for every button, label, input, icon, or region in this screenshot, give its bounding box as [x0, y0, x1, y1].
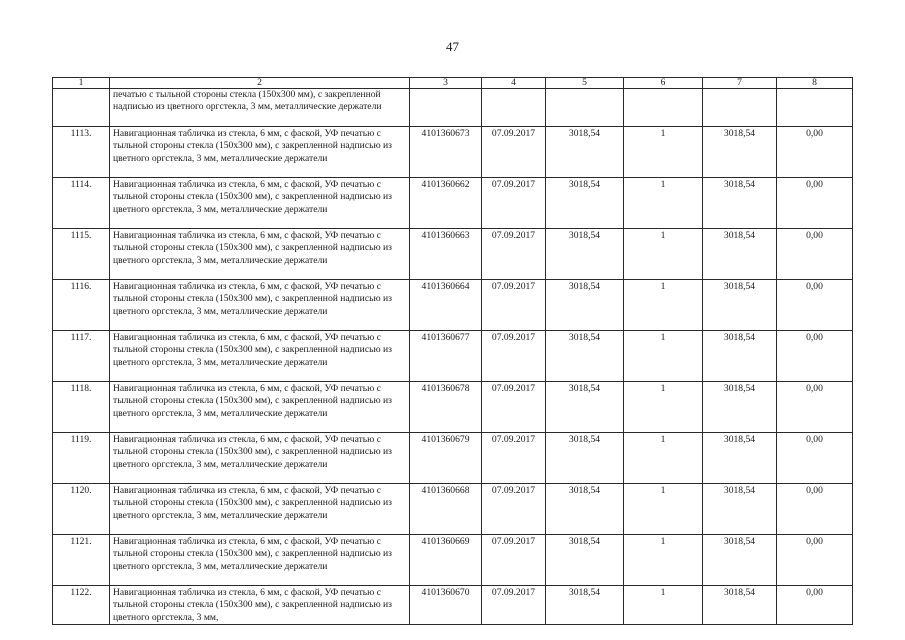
residual-value-cell: 0,00	[777, 331, 853, 382]
sum-cell: 3018,54	[703, 484, 777, 535]
inventory-number-cell: 4101360670	[410, 586, 482, 625]
date-cell: 07.09.2017	[482, 127, 546, 178]
column-header: 7	[703, 78, 777, 89]
quantity-cell: 1	[624, 484, 703, 535]
row-number-cell: 1119.	[53, 433, 110, 484]
description-cell: Навигационная табличка из стекла, 6 мм, с фаской, УФ печатью с тыльной стороны стекла (150х300 мм), с закрепленной надписью из цветного оргстекла, 3 мм,	[110, 586, 410, 625]
description-cell: печатью с тыльной стороны стекла (150х300 мм), с закрепленной надписью из цветного оргстекла, 3 мм, металлические держатели	[110, 89, 410, 127]
inventory-number-cell: 4101360669	[410, 535, 482, 586]
sum-cell: 3018,54	[703, 535, 777, 586]
sum-cell: 3018,54	[703, 280, 777, 331]
description-cell: Навигационная табличка из стекла, 6 мм, с фаской, УФ печатью с тыльной стороны стекла (150х300 мм), с закрепленной надписью из цветного оргстекла, 3 мм, металлические держатели	[110, 280, 410, 331]
table-row	[53, 178, 853, 229]
column-header: 2	[110, 78, 410, 89]
row-number-cell: 1121.	[53, 535, 110, 586]
residual-value-cell: 0,00	[777, 178, 853, 229]
date-cell: 07.09.2017	[482, 586, 546, 625]
quantity-cell: 1	[624, 229, 703, 280]
quantity-cell: 1	[624, 586, 703, 625]
date-cell: 07.09.2017	[482, 178, 546, 229]
price-cell: 3018,54	[546, 178, 624, 229]
description-cell: Навигационная табличка из стекла, 6 мм, с фаской, УФ печатью с тыльной стороны стекла (150х300 мм), с закрепленной надписью из цветного оргстекла, 3 мм, металлические держатели	[110, 433, 410, 484]
residual-value-cell: 0,00	[777, 229, 853, 280]
row-number-cell: 1114.	[53, 178, 110, 229]
quantity-cell: 1	[624, 331, 703, 382]
row-number-cell: 1117.	[53, 331, 110, 382]
empty-cell	[624, 89, 703, 127]
table-row	[53, 229, 853, 280]
date-cell: 07.09.2017	[482, 229, 546, 280]
sum-cell: 3018,54	[703, 586, 777, 625]
row-number-cell: 1120.	[53, 484, 110, 535]
empty-cell	[482, 89, 546, 127]
sum-cell: 3018,54	[703, 433, 777, 484]
sum-cell: 3018,54	[703, 178, 777, 229]
column-header: 8	[777, 78, 853, 89]
inventory-number-cell: 4101360664	[410, 280, 482, 331]
price-cell: 3018,54	[546, 127, 624, 178]
column-header: 4	[482, 78, 546, 89]
column-header: 1	[53, 78, 110, 89]
continuation-row	[53, 89, 853, 127]
residual-value-cell: 0,00	[777, 382, 853, 433]
table-row	[53, 535, 853, 586]
inventory-number-cell: 4101360673	[410, 127, 482, 178]
price-cell: 3018,54	[546, 280, 624, 331]
date-cell: 07.09.2017	[482, 331, 546, 382]
row-number-cell: 1115.	[53, 229, 110, 280]
quantity-cell: 1	[624, 433, 703, 484]
price-cell: 3018,54	[546, 433, 624, 484]
sum-cell: 3018,54	[703, 229, 777, 280]
inventory-number-cell: 4101360663	[410, 229, 482, 280]
table-row	[53, 586, 853, 625]
row-number-cell: 1116.	[53, 280, 110, 331]
price-cell: 3018,54	[546, 382, 624, 433]
quantity-cell: 1	[624, 382, 703, 433]
row-number-cell: 1122.	[53, 586, 110, 625]
quantity-cell: 1	[624, 127, 703, 178]
description-cell: Навигационная табличка из стекла, 6 мм, с фаской, УФ печатью с тыльной стороны стекла (150х300 мм), с закрепленной надписью из цветного оргстекла, 3 мм, металлические держатели	[110, 178, 410, 229]
inventory-number-cell: 4101360679	[410, 433, 482, 484]
asset-registry-table	[52, 77, 853, 625]
column-header: 5	[546, 78, 624, 89]
sum-cell: 3018,54	[703, 382, 777, 433]
column-header: 3	[410, 78, 482, 89]
table-row	[53, 382, 853, 433]
date-cell: 07.09.2017	[482, 382, 546, 433]
price-cell: 3018,54	[546, 484, 624, 535]
inventory-number-cell: 4101360668	[410, 484, 482, 535]
table-row	[53, 331, 853, 382]
inventory-number-cell: 4101360678	[410, 382, 482, 433]
residual-value-cell: 0,00	[777, 127, 853, 178]
header-row	[53, 78, 853, 89]
empty-cell	[546, 89, 624, 127]
date-cell: 07.09.2017	[482, 433, 546, 484]
residual-value-cell: 0,00	[777, 280, 853, 331]
price-cell: 3018,54	[546, 586, 624, 625]
table-row	[53, 127, 853, 178]
residual-value-cell: 0,00	[777, 484, 853, 535]
table-row	[53, 280, 853, 331]
page-number: 47	[446, 39, 459, 54]
date-cell: 07.09.2017	[482, 484, 546, 535]
table-row	[53, 484, 853, 535]
row-number-cell	[53, 89, 110, 127]
residual-value-cell: 0,00	[777, 535, 853, 586]
residual-value-cell: 0,00	[777, 433, 853, 484]
description-cell: Навигационная табличка из стекла, 6 мм, с фаской, УФ печатью с тыльной стороны стекла (150х300 мм), с закрепленной надписью из цветного оргстекла, 3 мм, металлические держатели	[110, 331, 410, 382]
description-cell: Навигационная табличка из стекла, 6 мм, с фаской, УФ печатью с тыльной стороны стекла (150х300 мм), с закрепленной надписью из цветного оргстекла, 3 мм, металлические держатели	[110, 382, 410, 433]
date-cell: 07.09.2017	[482, 280, 546, 331]
empty-cell	[703, 89, 777, 127]
row-number-cell: 1113.	[53, 127, 110, 178]
description-cell: Навигационная табличка из стекла, 6 мм, с фаской, УФ печатью с тыльной стороны стекла (150х300 мм), с закрепленной надписью из цветного оргстекла, 3 мм, металлические держатели	[110, 535, 410, 586]
inventory-number-cell: 4101360662	[410, 178, 482, 229]
quantity-cell: 1	[624, 535, 703, 586]
sum-cell: 3018,54	[703, 127, 777, 178]
inventory-number-cell: 4101360677	[410, 331, 482, 382]
price-cell: 3018,54	[546, 229, 624, 280]
quantity-cell: 1	[624, 280, 703, 331]
description-cell: Навигационная табличка из стекла, 6 мм, с фаской, УФ печатью с тыльной стороны стекла (150х300 мм), с закрепленной надписью из цветного оргстекла, 3 мм, металлические держатели	[110, 127, 410, 178]
description-cell: Навигационная табличка из стекла, 6 мм, с фаской, УФ печатью с тыльной стороны стекла (150х300 мм), с закрепленной надписью из цветного оргстекла, 3 мм, металлические держатели	[110, 229, 410, 280]
column-header: 6	[624, 78, 703, 89]
price-cell: 3018,54	[546, 331, 624, 382]
sum-cell: 3018,54	[703, 331, 777, 382]
residual-value-cell: 0,00	[777, 586, 853, 625]
quantity-cell: 1	[624, 178, 703, 229]
description-cell: Навигационная табличка из стекла, 6 мм, с фаской, УФ печатью с тыльной стороны стекла (150х300 мм), с закрепленной надписью из цветного оргстекла, 3 мм, металлические держатели	[110, 484, 410, 535]
empty-cell	[777, 89, 853, 127]
table-row	[53, 433, 853, 484]
date-cell: 07.09.2017	[482, 535, 546, 586]
empty-cell	[410, 89, 482, 127]
price-cell: 3018,54	[546, 535, 624, 586]
row-number-cell: 1118.	[53, 382, 110, 433]
